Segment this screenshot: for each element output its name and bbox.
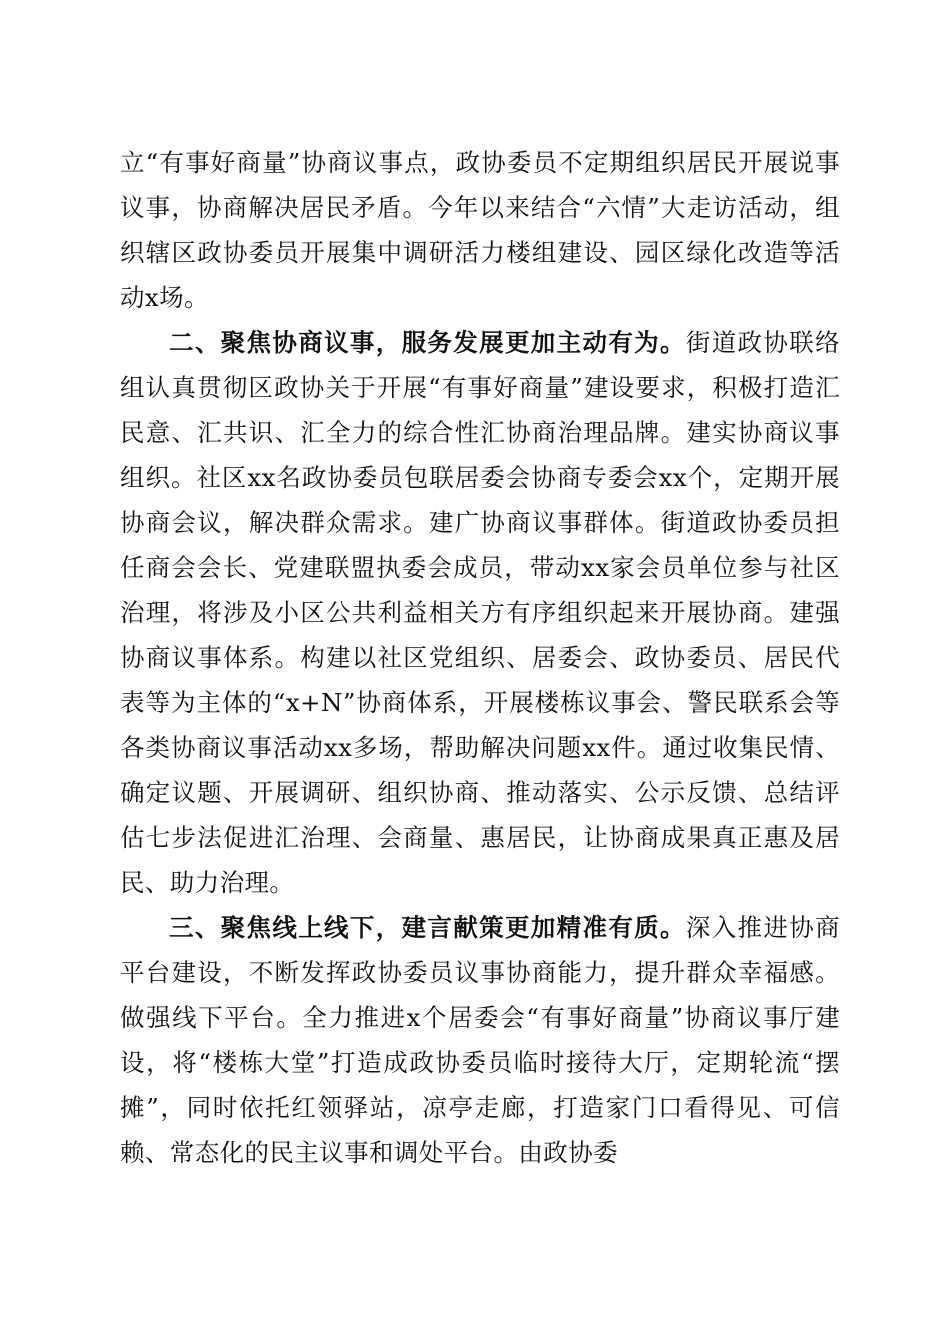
section-heading-2: 二、聚焦协商议事，服务发展更加主动有为。: [169, 328, 686, 357]
paragraph-3: [120, 905, 840, 1175]
paragraph-2-text: 街道政协联络组认真贯彻区政协关于开展“有事好商量”建设要求，积极打造汇民意、汇共识、汇全力的综合性汇协商治理品牌。建实协商议事组织。社区xx名政协委员包联居委会协商专委会xx个，定期开展协商会议，解决群众需求。建广协商议事群体。街道政协委员担任商会会长、党建联盟执委会成员，带动xx家会员单位参与社区治理，将涉及小区公共利益相关方有序组织起来开展协商。建强协商议事体系。构建以社区党组织、居委会、政协委员、居民代表等为主体的“x+N”协商体系，开展楼栋议事会、警民联系会等各类协商议事活动xx多场，帮助解决问题xx件。通过收集民情、确定议题、开展调研、组织协商、推动落实、公示反馈、总结评估七步法促进汇治理、会商量、惠居民，让协商成果真正惠及居民、助力治理。: [120, 328, 840, 897]
section-heading-3: 三、聚焦线上线下，建言献策更加精准有质。: [169, 913, 686, 942]
paragraph-1-text: 立“有事好商量”协商议事点，政协委员不定期组织居民开展说事议事，协商解决居民矛盾。今年以来结合“六情”大走访活动，组织辖区政协委员开展集中调研活力楼组建设、园区绿化改造等活动x场。: [120, 148, 840, 312]
document-body: [120, 140, 840, 1175]
paragraph-3-text: 深入推进协商平台建设，不断发挥政协委员议事协商能力，提升群众幸福感。做强线下平台。全力推进x个居委会“有事好商量”协商议事厅建设，将“楼栋大堂”打造成政协委员临时接待大厅，定期轮流“摆摊”，同时依托红领驿站，凉亭走廊，打造家门口看得见、可信赖、常态化的民主议事和调处平台。由政协委: [120, 913, 840, 1167]
paragraph-2: [120, 320, 840, 905]
paragraph-1: [120, 140, 840, 320]
